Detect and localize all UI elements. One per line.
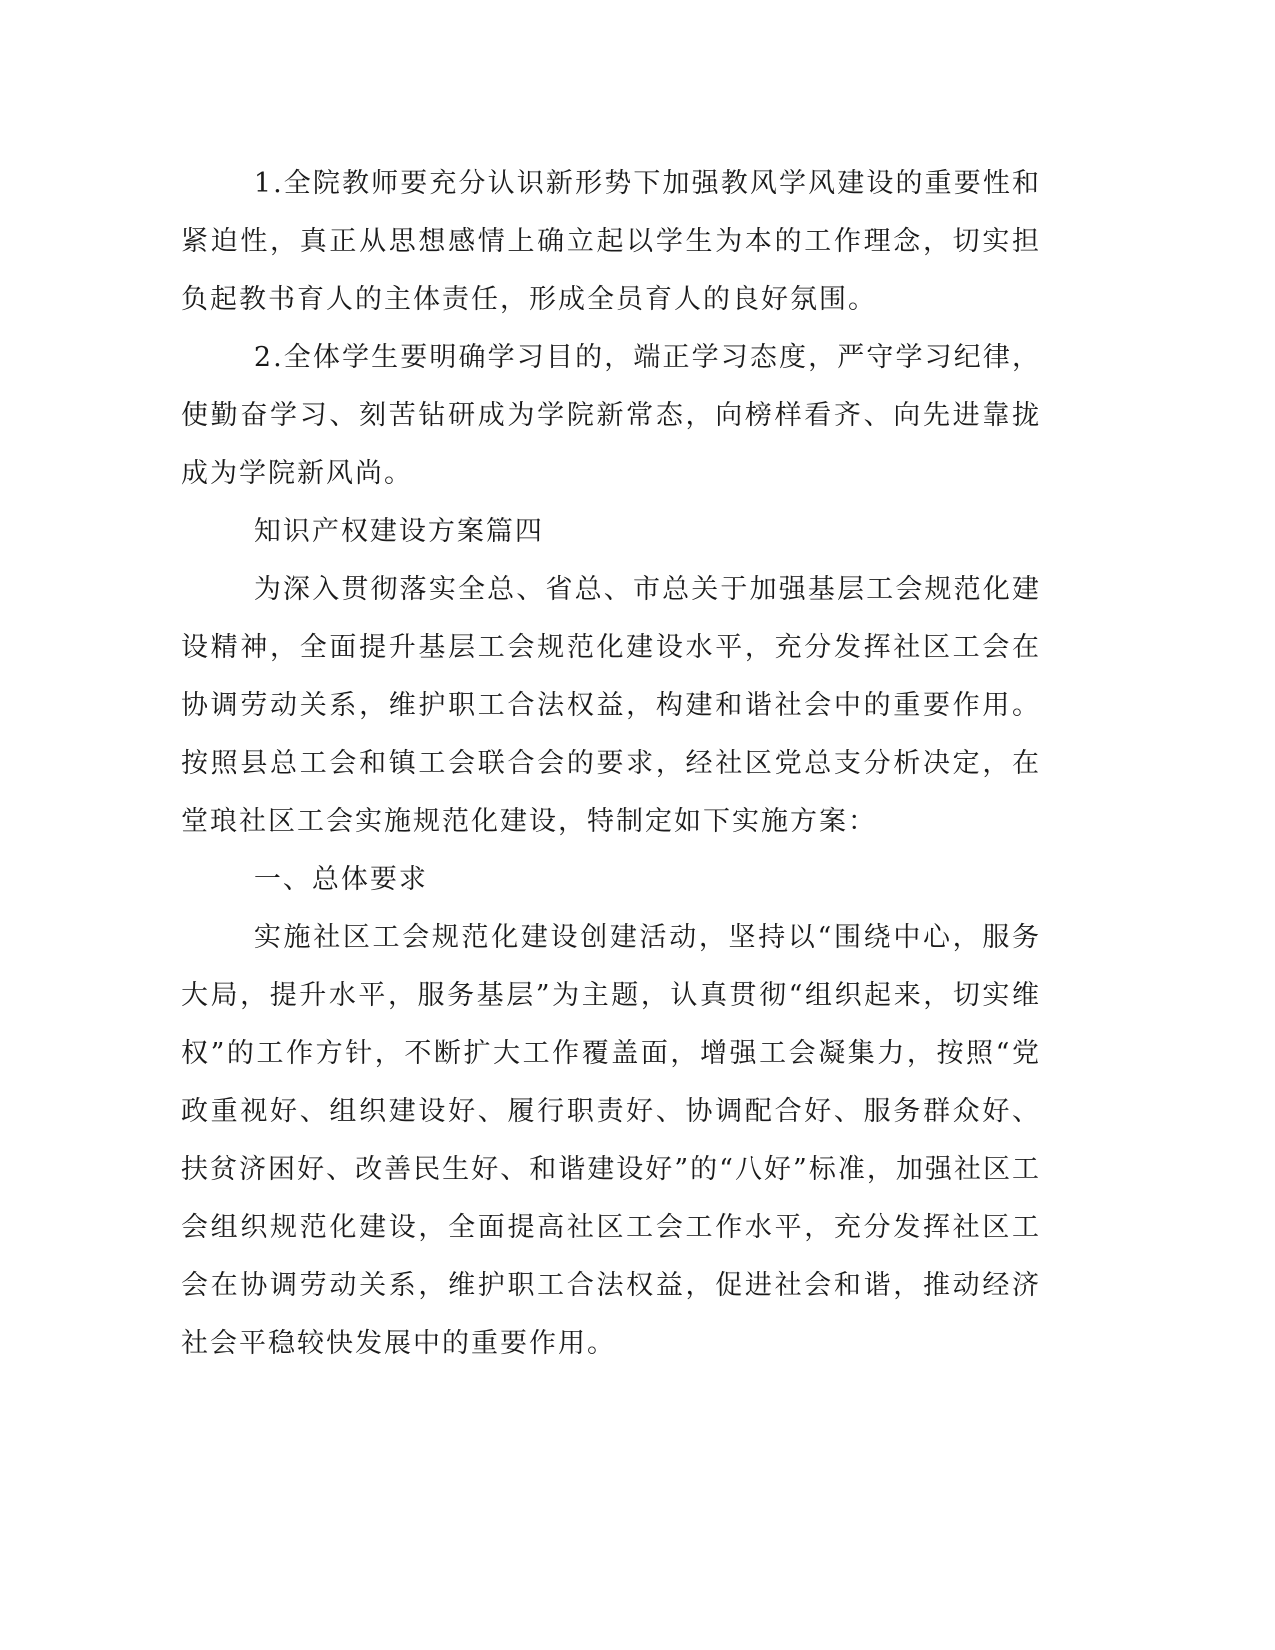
- paragraph-students: 2.全体学生要明确学习目的，端正学习态度，严守学习纪律，使勤奋学习、刻苦钻研成为学院新常态，向榜样看齐、向先进靠拢成为学院新风尚。: [181, 342, 1041, 489]
- document-body: [181, 155, 1041, 1373]
- paragraph-teachers: 1.全院教师要充分认识新形势下加强教风学风建设的重要性和紧迫性，真正从思想感情上确立起以学生为本的工作理念，切实担负起教书育人的主体责任，形成全员育人的良好氛围。: [181, 168, 1041, 315]
- paragraph-intro: 为深入贯彻落实全总、省总、市总关于加强基层工会规范化建设精神，全面提升基层工会规范化建设水平，充分发挥社区工会在协调劳动关系，维护职工合法权益，构建和谐社会中的重要作用。按照县总工会和镇工会联合会的要求，经社区党总支分析决定，在堂琅社区工会实施规范化建设，特制定如下实施方案：: [181, 574, 1041, 837]
- paragraph-requirements: 实施社区工会规范化建设创建活动，坚持以“围绕中心，服务大局，提升水平，服务基层”为主题，认真贯彻“组织起来，切实维权”的工作方针，不断扩大工作覆盖面，增强工会凝集力，按照“党政重视好、组织建设好、履行职责好、协调配合好、服务群众好、扶贫济困好、改善民生好、和谐建设好”的“八好”标准，加强社区工会组织规范化建设，全面提高社区工会工作水平，充分发挥社区工会在协调劳动关系，维护职工合法权益，促进社会和谐，推动经济社会平稳较快发展中的重要作用。: [181, 922, 1041, 1359]
- subheading-general-requirements: 一、总体要求: [253, 864, 428, 895]
- section-title: 知识产权建设方案篇四: [253, 516, 544, 547]
